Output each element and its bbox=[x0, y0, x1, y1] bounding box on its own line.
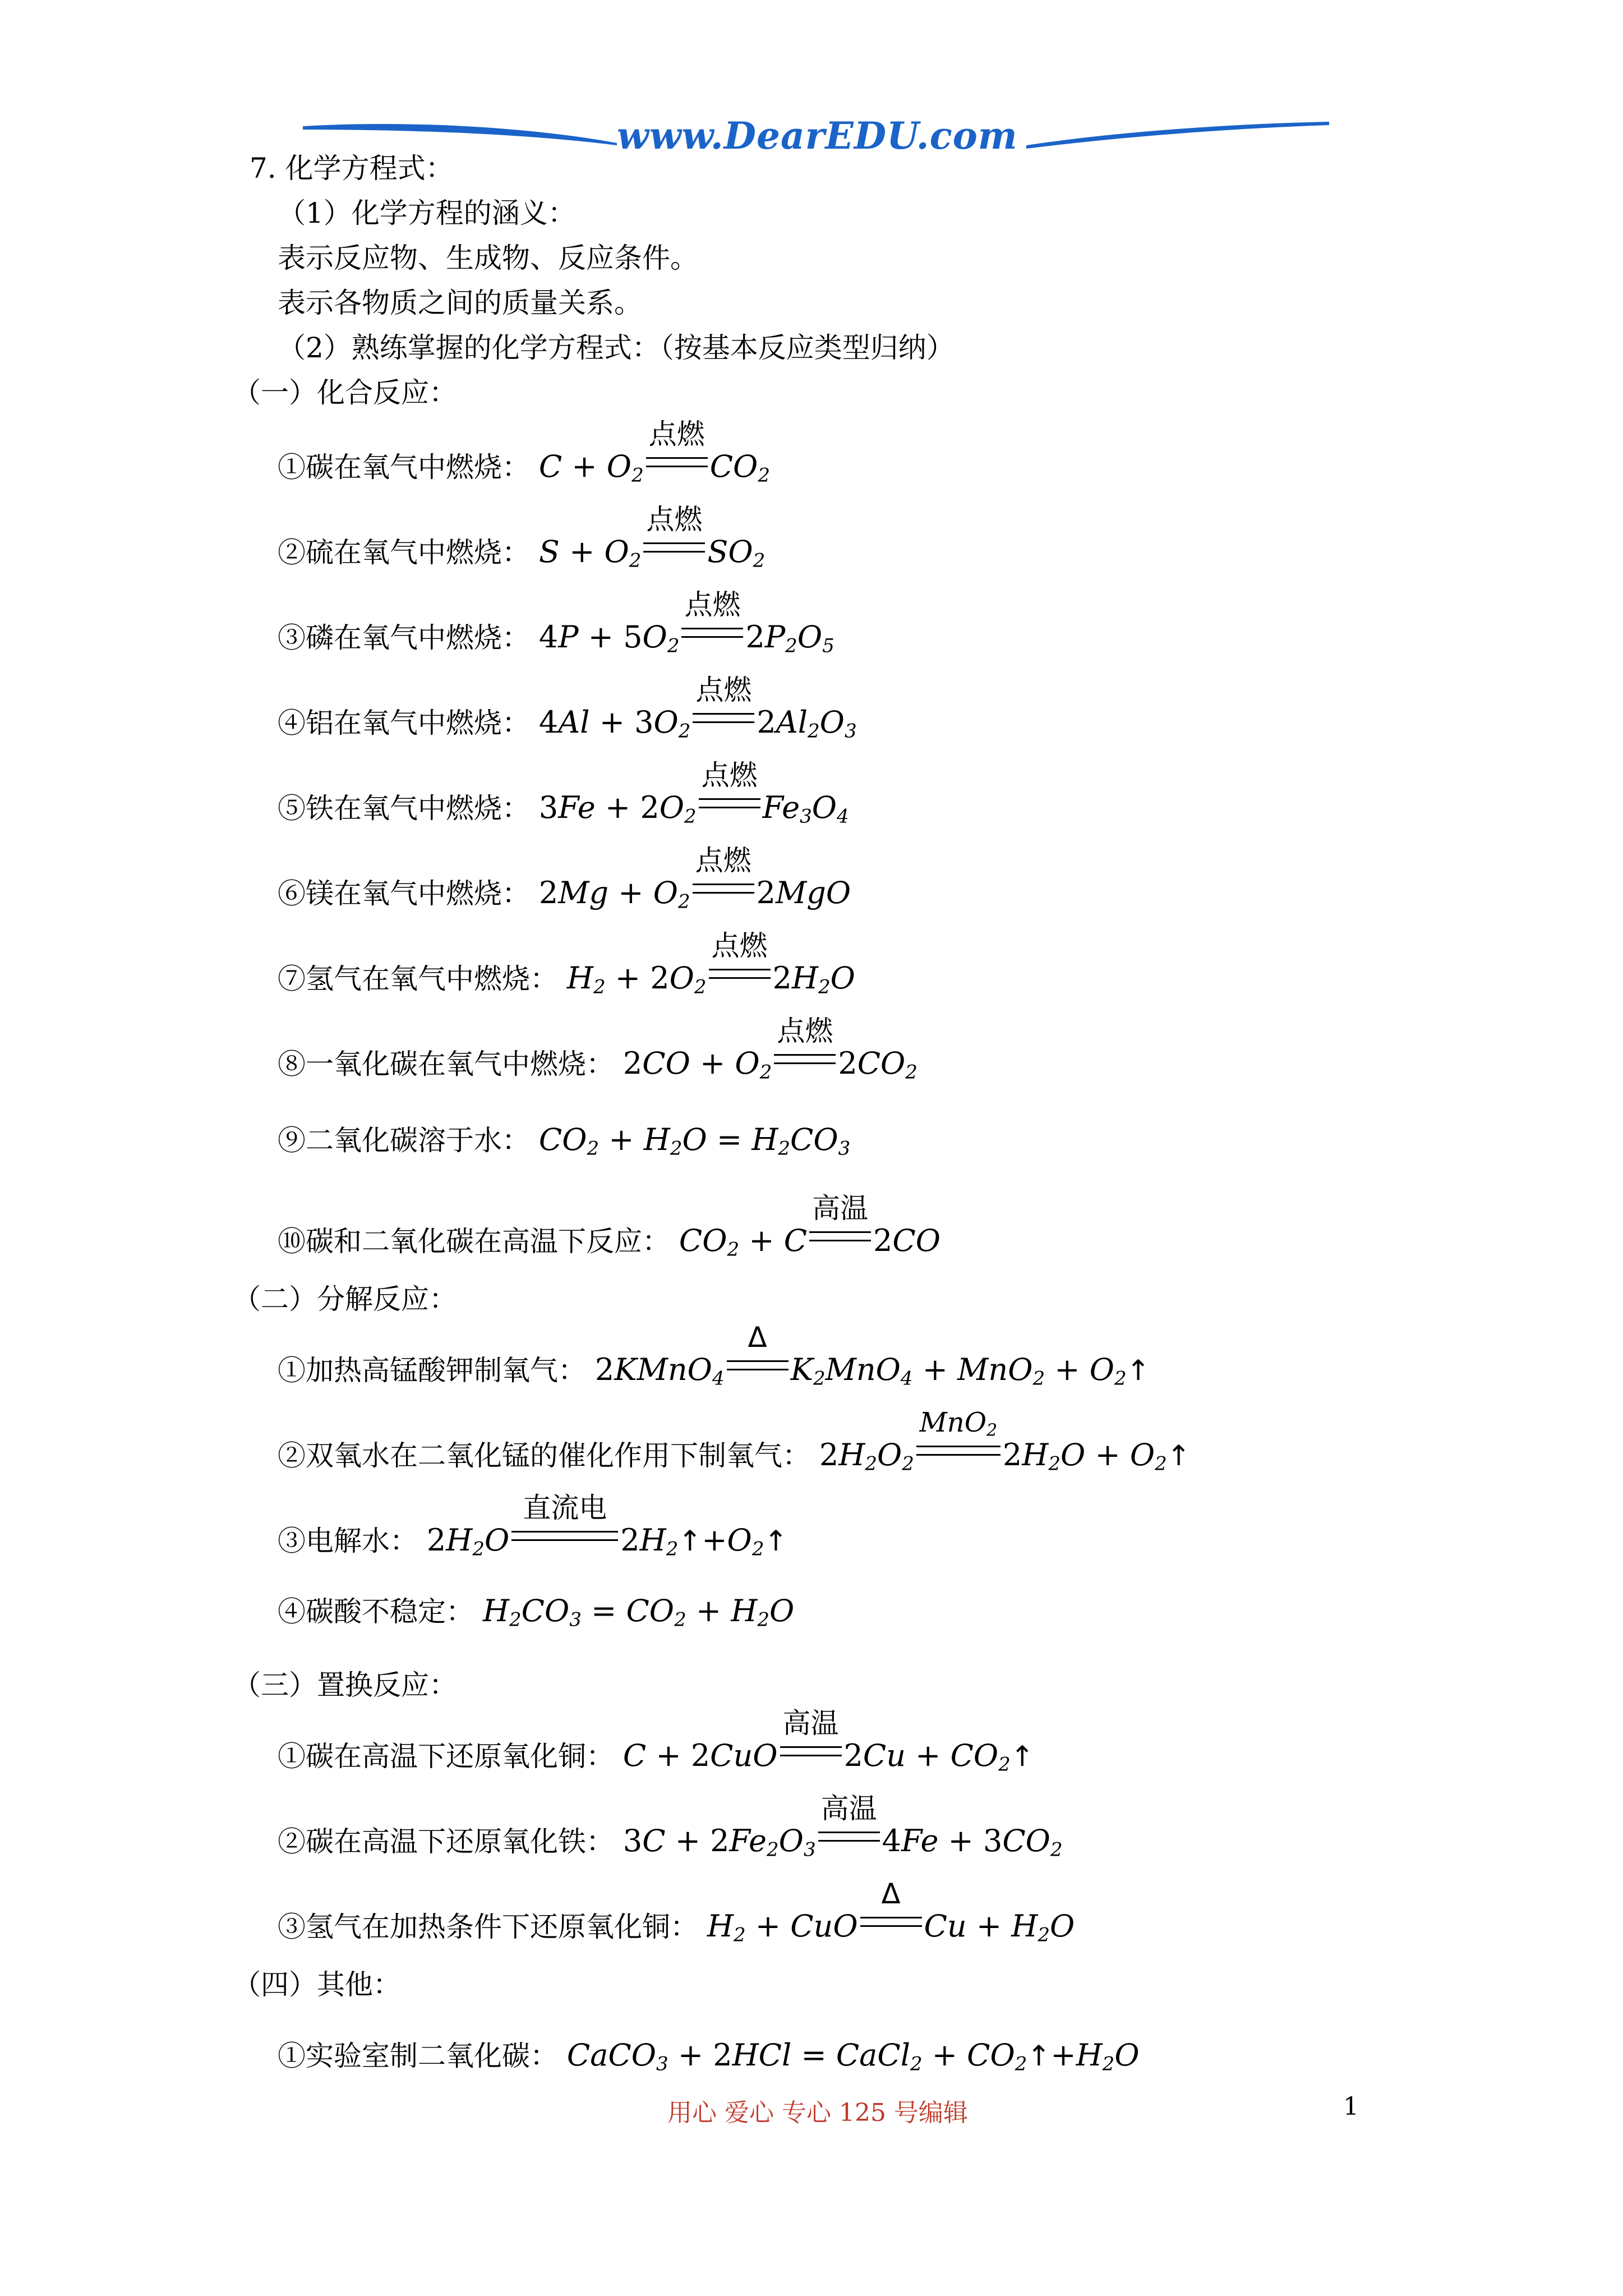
equation-row bbox=[278, 759, 849, 828]
banner-url-text[interactable]: www.DearEDU.com bbox=[617, 114, 1018, 158]
equation-formula: $H_2CO_3 = CO_2 + H_2O$ bbox=[482, 1593, 795, 1631]
equation-row bbox=[278, 844, 851, 913]
equation-label: ①碳在高温下还原氧化铜： bbox=[278, 1740, 614, 1773]
equation-label: ③氢气在加热条件下还原氧化铜： bbox=[278, 1911, 698, 1943]
equation-label: ①加热高锰酸钾制氧气： bbox=[278, 1354, 586, 1387]
meaning-line-1: 表示反应物、生成物、反应条件。 bbox=[278, 242, 698, 274]
equation-label: ④碳酸不稳定： bbox=[278, 1595, 474, 1628]
equation-row bbox=[278, 1878, 1075, 1947]
equation-row bbox=[278, 1122, 850, 1158]
equation-label: ⑩碳和二氧化碳在高温下反应： bbox=[278, 1225, 670, 1258]
group-displacement: （三）置换反应： bbox=[233, 1669, 457, 1701]
equation-label: ⑦氢气在氧气中燃烧： bbox=[278, 963, 558, 995]
equation-formula: $4P + 5O_2$ 点燃 $2P_2O_5$ bbox=[538, 588, 834, 657]
equation-label: ①实验室制二氧化碳： bbox=[278, 2040, 558, 2072]
equation-formula: $2CO + O_2$ 点燃 $2CO_2$ bbox=[623, 1015, 917, 1084]
equation-formula: $CO_2 + H_2O = H_2CO_3$ bbox=[538, 1122, 851, 1160]
equation-label: ②硫在氧气中燃烧： bbox=[278, 536, 530, 569]
equation-formula: $3Fe + 2O_2$ 点燃 $Fe_3O_4$ bbox=[538, 759, 849, 828]
equation-formula: $4Al + 3O_2$ 点燃 $2Al_2O_3$ bbox=[538, 674, 857, 743]
equation-formula: $2H_2O$ 直流电 $2H_2↑+O_2↑$ bbox=[426, 1492, 788, 1561]
section-title: 7. 化学方程式： bbox=[250, 152, 454, 185]
equation-row bbox=[278, 1192, 940, 1261]
equation-row bbox=[278, 930, 855, 999]
equation-label: ②双氧水在二氧化锰的催化作用下制氧气： bbox=[278, 1439, 810, 1472]
equation-row bbox=[278, 1492, 788, 1561]
equation-row bbox=[278, 1593, 794, 1630]
equation-formula: $C + O_2$ 点燃 $CO_2$ bbox=[538, 418, 770, 487]
equation-formula: 2KMnO$_4$ Δ $K_2MnO_4 + MnO_2$ + $O_2↑$ bbox=[594, 1321, 1150, 1390]
equation-formula: $H_2 + 2O_2$ 点燃 $2H_2O$ bbox=[566, 930, 855, 999]
equation-formula: $H_2$ + CuO Δ $Cu + H_2O$ bbox=[707, 1878, 1075, 1947]
equation-formula: $2H_2O_2$ MnO$_2$ $2H_2O$ + $O_2↑$ bbox=[819, 1437, 1191, 1474]
equation-row bbox=[278, 2037, 1140, 2074]
subsection-meaning: （1）化学方程的涵义： bbox=[278, 197, 576, 229]
equation-label: ②碳在高温下还原氧化铁： bbox=[278, 1825, 614, 1858]
equation-row bbox=[278, 1407, 1191, 1475]
catalyst-condition: MnO$_2$ bbox=[919, 1407, 998, 1441]
page-number: 1 bbox=[1343, 2092, 1359, 2121]
group-other: （四）其他： bbox=[233, 1968, 401, 2001]
equation-formula: $CO_2 + C$ 高温 2CO bbox=[679, 1192, 940, 1261]
meaning-line-2: 表示各物质之间的质量关系。 bbox=[278, 287, 642, 319]
equation-row bbox=[278, 1792, 1063, 1861]
equation-formula: C + 2CuO 高温 $2Cu + CO_2↑$ bbox=[623, 1707, 1034, 1776]
equation-row bbox=[278, 503, 766, 572]
footer-note: 用心 爱心 专心 125 号编辑 bbox=[667, 2099, 968, 2127]
equation-label: ③磷在氧气中燃烧： bbox=[278, 622, 530, 654]
equation-formula: $2Mg + O_2$ 点燃 2MgO bbox=[538, 844, 851, 913]
equation-row bbox=[278, 1707, 1034, 1776]
equation-label: ③电解水： bbox=[278, 1525, 418, 1557]
equation-label: ⑨二氧化碳溶于水： bbox=[278, 1124, 530, 1157]
equation-label: ⑧一氧化碳在氧气中燃烧： bbox=[278, 1048, 614, 1080]
equation-row bbox=[278, 588, 834, 657]
equation-label: ⑤铁在氧气中燃烧： bbox=[278, 792, 530, 825]
group-decomposition: （二）分解反应： bbox=[233, 1283, 457, 1315]
equation-row bbox=[278, 418, 770, 487]
equation-formula: CaCO$_3$ + 2HCl = CaCl$_2$ + $CO_2↑+H_2O$ bbox=[566, 2037, 1140, 2076]
equation-formula: $S + O_2$ 点燃 $SO_2$ bbox=[538, 503, 766, 572]
equation-formula: $3C + 2Fe_2O_3$ 高温 $4Fe + 3CO_2$ bbox=[623, 1792, 1063, 1861]
equation-label: ⑥镁在氧气中燃烧： bbox=[278, 877, 530, 910]
equation-label: ①碳在氧气中燃烧： bbox=[278, 451, 530, 484]
equation-row bbox=[278, 1321, 1150, 1390]
equation-label: ④铝在氧气中燃烧： bbox=[278, 707, 530, 739]
site-banner bbox=[303, 109, 1329, 160]
subsection-equations: （2）熟练掌握的化学方程式：（按基本反应类型归纳） bbox=[278, 332, 955, 364]
equation-row bbox=[278, 1015, 917, 1084]
equation-row bbox=[278, 674, 857, 743]
group-combination: （一）化合反应： bbox=[233, 376, 457, 409]
